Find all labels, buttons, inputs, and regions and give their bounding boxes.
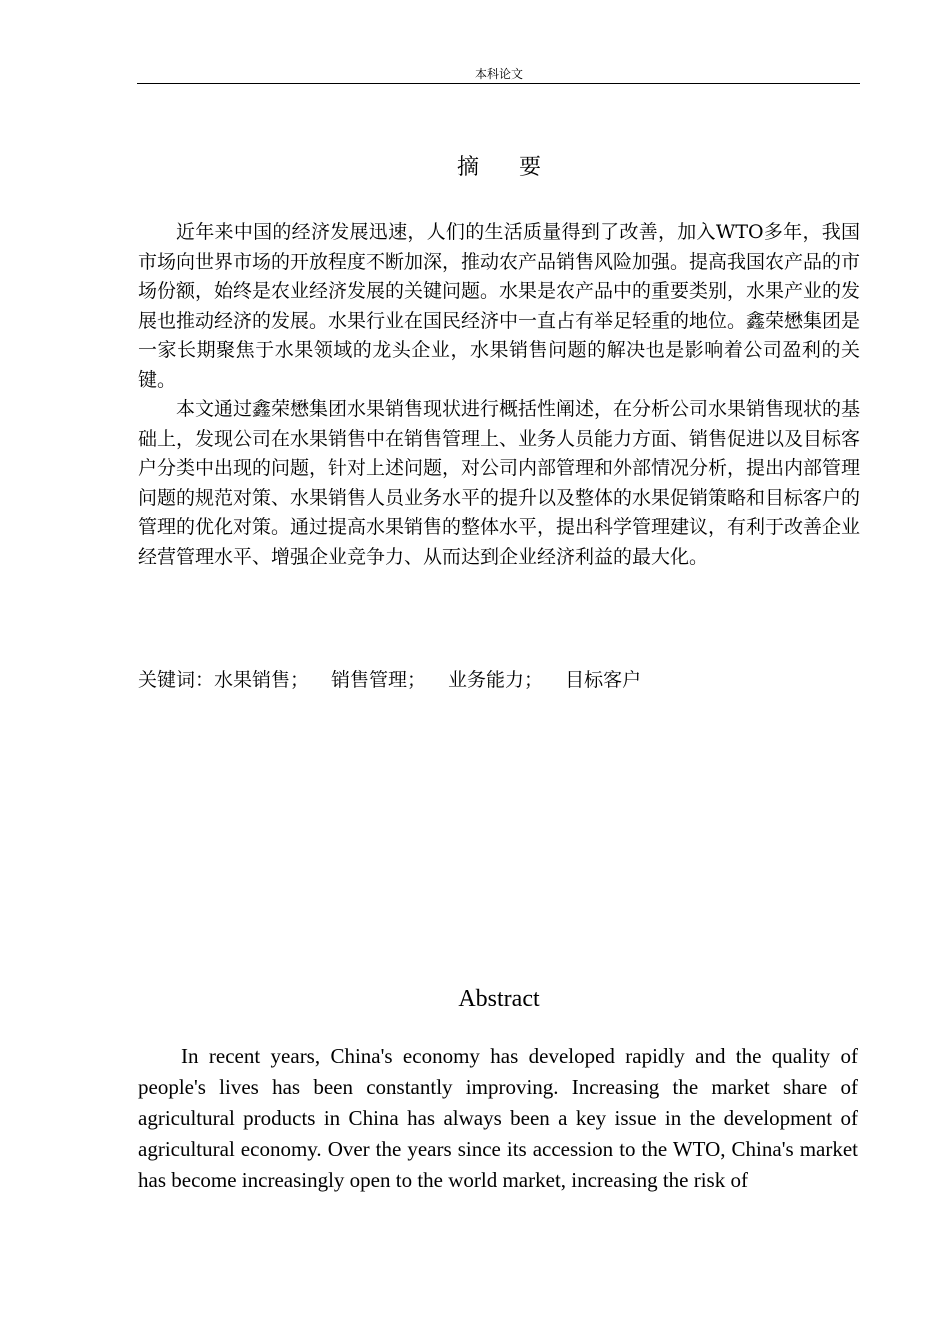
keyword-item: 水果销售； [214, 669, 310, 691]
abstract-cn-paragraph-1: 近年来中国的经济发展迅速，人们的生活质量得到了改善，加入WTO多年，我国市场向世界市场的开放程度不断加深，推动农产品销售风险加强。提高我国农产品的市场份额，始终是农业经济发展的关键问题。水果是农产品中的重要类别，水果产业的发展也推动经济的发展。水果行业在国民经济中一直占有举足轻重的地位。鑫荣懋集团是一家长期聚焦于水果领域的龙头企业，水果销售问题的解决也是影响着公司盈利的关键。 [138, 221, 861, 391]
abstract-en-body [138, 1041, 858, 1196]
keywords-line [138, 666, 860, 695]
abstract-en-title: Abstract [458, 986, 540, 1012]
keywords-label: 关键词： [138, 669, 215, 691]
keyword-item: 销售管理； [331, 669, 427, 691]
page-header: 本科论文 [474, 67, 523, 81]
keyword-item: 业务能力； [448, 669, 544, 691]
abstract-en-paragraph-1: In recent years, China's economy has developed rapidly and the quality of people's lives has been constantly improving. Increasing the market share of agricultural products in China has always been a key issue in the development of agricultural economy. Over the years since its accession to the WTO, China's market has become increasingly open to the world market, increasing the risk of [138, 1044, 858, 1192]
abstract-cn-body [138, 218, 860, 572]
header-divider [137, 83, 860, 84]
keyword-item: 目标客户 [565, 669, 642, 691]
abstract-cn-paragraph-2: 本文通过鑫荣懋集团水果销售现状进行概括性阐述，在分析公司水果销售现状的基础上，发现公司在水果销售中在销售管理上、业务人员能力方面、销售促进以及目标客户分类中出现的问题，针对上述问题，对公司内部管理和外部情况分析，提出内部管理问题的规范对策、水果销售人员业务水平的提升以及整体的水果促销策略和目标客户的管理的优化对策。通过提高水果销售的整体水平，提出科学管理建议，有利于改善企业经营管理水平、增强企业竞争力、从而达到企业经济利益的最大化。 [138, 398, 861, 568]
abstract-cn-title: 摘要 [456, 155, 581, 180]
